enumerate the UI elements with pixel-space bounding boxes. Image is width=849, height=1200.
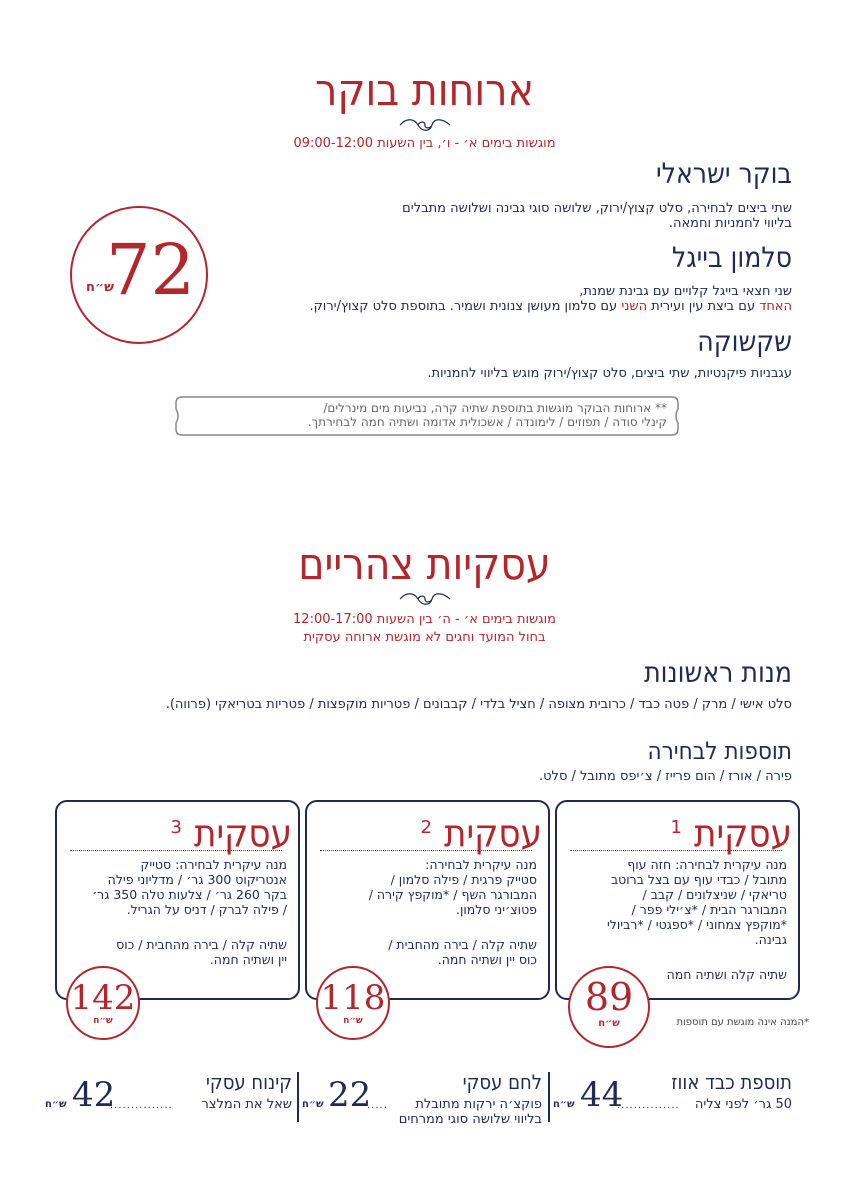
line: מנה עיקרית לבחירה: חזה עוף	[627, 857, 787, 872]
deal-2-drink	[317, 937, 537, 967]
price-value: 118	[320, 978, 386, 1018]
divider	[570, 850, 782, 851]
breakfast-served-hours: מוגשות בימים א׳ - ו׳, בין השעות 09:00-12:00	[293, 136, 556, 151]
item-israeli-breakfast-name: בוקר ישראלי	[656, 157, 792, 190]
line: *מוקפץ צמחוני / *ספגטי / *רביולי	[607, 917, 787, 932]
deal-1-main	[567, 857, 787, 947]
deal-3-drink	[62, 937, 287, 967]
line: שתיה קלה / בירה מהחבית /	[388, 937, 537, 952]
deal-2-header	[421, 806, 543, 856]
item-salmon-bagel-name: סלמון בייגל	[671, 241, 792, 274]
deal-2-price-badge	[316, 966, 390, 1040]
deal-number: 3	[170, 817, 182, 838]
extra-goose-liver-desc: 50 גר׳ לפני צליה	[694, 1097, 792, 1112]
currency-label: ש״ח	[93, 1016, 113, 1026]
deal-title: עסקית	[194, 811, 292, 856]
extra-dessert-title: קינוח עסקי	[205, 1070, 292, 1094]
price-value: 142	[70, 978, 136, 1018]
note-line: ** ארוחות הבוקר מוגשות בתוספת שתיה קרה, נביעות מים מינרלים/	[323, 401, 667, 415]
leader-dots: ...............	[617, 1100, 680, 1111]
swirl-ornament	[398, 118, 452, 132]
currency-label: ש״ח	[553, 1099, 575, 1110]
line: / פילה לברק / דניס על הגריל.	[126, 902, 287, 917]
price-value: 89	[584, 975, 634, 1019]
note-line: קינלי סודה / תפוזים / לימונדה / אשכולית אדומה ושתיה חמה לבחירתך.	[307, 415, 667, 429]
deal-3-price-badge	[66, 966, 140, 1040]
line: פוקצ׳ה ירקות מתובלת	[415, 1097, 542, 1112]
item-salmon-bagel-desc	[192, 284, 792, 314]
line: גבינה.	[754, 932, 787, 947]
currency-label: ש״ח	[302, 1099, 324, 1110]
currency-label: ש״ח	[343, 1016, 363, 1026]
deal-1-footnote: *המנה אינה מוגשת עם תוספות	[676, 1017, 809, 1028]
extra-goose-liver-title: תוספת כבד אווז	[671, 1070, 792, 1094]
desc-line: בליווי לחמניות וחמאה.	[668, 216, 792, 231]
line: המבורגר הבית / *צ׳ילי פפר /	[631, 902, 787, 917]
line: טריאקי / שניצלונים / קבב /	[642, 887, 787, 902]
line: סטייק פרגית / פילה סלמון /	[390, 872, 537, 887]
line: פטוצ׳יני סלמון.	[456, 902, 537, 917]
deal-title: עסקית	[694, 811, 792, 856]
lunch-holiday-note: בחול המועד וחגים לא מוגשת ארוחה עסקית	[303, 630, 546, 645]
divider-vertical	[548, 1072, 550, 1122]
deal-1-header	[671, 806, 793, 856]
item-shakshuka-name: שקשוקה	[697, 325, 792, 358]
line: כוס יין ושתיה חמה.	[437, 952, 537, 967]
breakfast-title: ארוחות בוקר	[315, 65, 534, 116]
starters-list: סלט אישי / מרק / פטה כבד / כרובית מצופה / חציל בלדי / קבבונים / פטריות מוקפצות / פטריות בטריאקי (פרווה).	[165, 697, 792, 712]
line: מנה עיקרית לבחירה:	[425, 857, 537, 872]
breakfast-price-badge	[70, 206, 208, 344]
divider	[320, 850, 532, 851]
extra-bread-title: לחם עסקי	[462, 1070, 542, 1094]
extra-dessert-desc: שאל את המלצר	[201, 1097, 292, 1112]
leader-dots: ...............	[110, 1100, 173, 1111]
extra-bread-desc	[399, 1097, 542, 1127]
desc-part: עם ביצת עין ועירית	[647, 299, 760, 314]
deal-title: עסקית	[444, 811, 542, 856]
extra-goose-liver-price: 44	[580, 1075, 624, 1115]
desc-line	[192, 299, 792, 314]
lunch-served-hours: מוגשות בימים א׳ - ה׳ בין השעות 12:00-17:00	[293, 612, 556, 627]
currency-label: ש״ח	[86, 280, 115, 295]
deal-3-header	[171, 806, 293, 856]
line: בקר 260 גר׳ / צלעות טלה 350 גר׳	[91, 887, 287, 902]
breakfast-drink-note	[187, 401, 667, 429]
desc-line: שני חצאי בייגל קלויים עם גבינת שמנת,	[579, 284, 792, 299]
line: אנטריקוט 300 גר׳ / מדליוני פילה	[107, 872, 287, 887]
deal-number: 1	[670, 817, 682, 838]
highlight-second: השני	[621, 299, 648, 314]
line: מנה עיקרית לבחירה: סטייק	[140, 857, 287, 872]
deal-3-main	[62, 857, 287, 917]
extra-dessert-price: 42	[72, 1075, 116, 1115]
deal-1-drink: שתיה קלה ושתיה חמה	[666, 967, 787, 982]
currency-label: ש״ח	[598, 1018, 620, 1029]
divider	[70, 850, 282, 851]
starters-title: מנות ראשונות	[644, 656, 792, 689]
desc-part: עם סלמון מעושן צנונית ושמיר. בתוספת סלט קצוץ/ירוק.	[309, 299, 622, 314]
sides-list: פירה / אורז / הום פרייז / צ׳יפס מתובל / סלט.	[539, 769, 792, 784]
deal-2-main	[317, 857, 537, 917]
desc-line: שתי ביצים לבחירה, סלט קצוץ/ירוק, שלושה סוגי גבינה ושלושה מתבלים	[402, 201, 792, 216]
swirl-ornament	[398, 592, 452, 606]
highlight-first: האחד	[759, 299, 792, 314]
item-shakshuka-desc: עגבניות פיקנטיות, שתי ביצים, סלט קצוץ/ירוק מוגש בליווי לחמניות.	[427, 366, 792, 381]
line: יין ושתיה חמה.	[209, 952, 287, 967]
currency-label: ש״ח	[45, 1099, 67, 1110]
line: המבורגר השף / *מוקפץ קירה /	[368, 887, 537, 902]
price-value: 72	[106, 229, 196, 311]
deal-number: 2	[420, 817, 432, 838]
deal-1-price-badge	[568, 966, 650, 1048]
line: בליווי שלושה סוגי ממרחים	[398, 1112, 542, 1127]
line: שתיה קלה / בירה מהחבית / כוס	[116, 937, 287, 952]
leader-dots: .....	[367, 1100, 388, 1111]
divider-vertical	[297, 1072, 299, 1122]
item-israeli-breakfast-desc	[232, 201, 792, 231]
line: מתובל / כבדי עוף עם בצל ברוטב	[610, 872, 787, 887]
extra-bread-price: 22	[328, 1075, 372, 1115]
lunch-title: עסקיות צהריים	[298, 539, 551, 590]
sides-title: תוספות לבחירה	[647, 737, 792, 765]
